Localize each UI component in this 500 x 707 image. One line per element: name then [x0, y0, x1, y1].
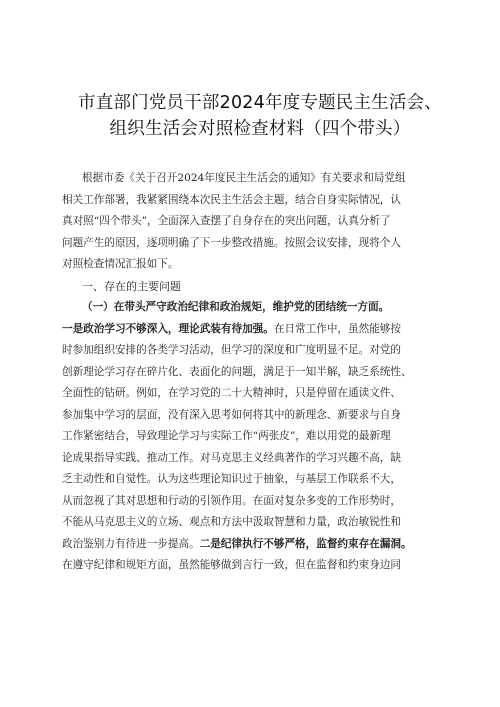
point1-bold: 一是政治学习不够深入，理论武装有待加强。	[62, 322, 274, 335]
title-line-1: 市直部门党员干部2024年度专题民主生活会、	[78, 93, 442, 113]
point1-end: 政治鉴别力有待进一步提高。	[62, 537, 200, 550]
intro-line-5: 对照检查情况汇报如下。	[62, 258, 179, 270]
body-line-2: 时参加组织安排的各类学习活动，但学习的深度和广度明显不足。对党的	[62, 344, 401, 356]
intro-line-3: 真对照“四个带头”，全面深入查摆了自身存在的突出问题，认真分析了	[62, 215, 391, 227]
body-line-10: 不能从马克思主义的立场、观点和方法中汲取智慧和力量，政治敏锐性和	[62, 516, 401, 528]
section-heading: 一、存在的主要问题	[82, 279, 181, 293]
body-line-4: 全面性的钻研。例如，在学习党的二十大精神时，只是停留在通读文件、	[62, 387, 401, 399]
document-body	[62, 168, 440, 577]
body-line-11	[62, 534, 440, 556]
intro-line-2: 相关工作部署，我紧紧围绕本次民主生活会主题，结合自身实际情况，认	[62, 193, 401, 206]
body-line-5: 参加集中学习的层面，没有深入思考如何将其中的新理念、新要求与自身	[62, 408, 401, 421]
title-line-2: 组织生活会对照检查材料（四个带头）	[109, 119, 411, 139]
body-line-9: 从而忽视了其对思想和行动的引领作用。在面对复杂多变的工作形势时，	[62, 494, 401, 507]
body-line-3: 创新理论学习存在碎片化、表面化的问题，满足于一知半解，缺乏系统性、	[62, 365, 412, 378]
subsection-heading: （一）在带头严守政治纪律和政治规矩，维护党的团结统一方面。	[82, 301, 390, 313]
body-line-6: 工作紧密结合，导致理论学习与实际工作“两张皮”，难以用党的最新理	[62, 430, 391, 442]
intro-line-4: 问题产生的原因，逐项明确了下一步整改措施。按照会议安排，现将个人	[62, 236, 401, 249]
body-line-7: 论成果指导实践、推动工作。对马克思主义经典著作的学习兴趣不高，缺	[62, 451, 401, 464]
body-line-8: 乏主动性和自觉性。认为这些理论知识过于抽象，与基层工作联系不大，	[62, 473, 401, 485]
body-line-12: 在遵守纪律和规矩方面，虽然能够做到言行一致，但在监督和约束身边同	[62, 559, 401, 571]
document-title	[50, 90, 470, 142]
point2-bold: 二是纪律执行不够严格，监督约束存在漏洞。	[199, 537, 412, 550]
intro-line-1: 根据市委《关于召开2024年度民主生活会的通知》有关要求和局党组	[82, 172, 406, 184]
body-line-1	[62, 319, 440, 341]
point1-rest: 在日常工作中，虽然能够按	[273, 322, 401, 335]
